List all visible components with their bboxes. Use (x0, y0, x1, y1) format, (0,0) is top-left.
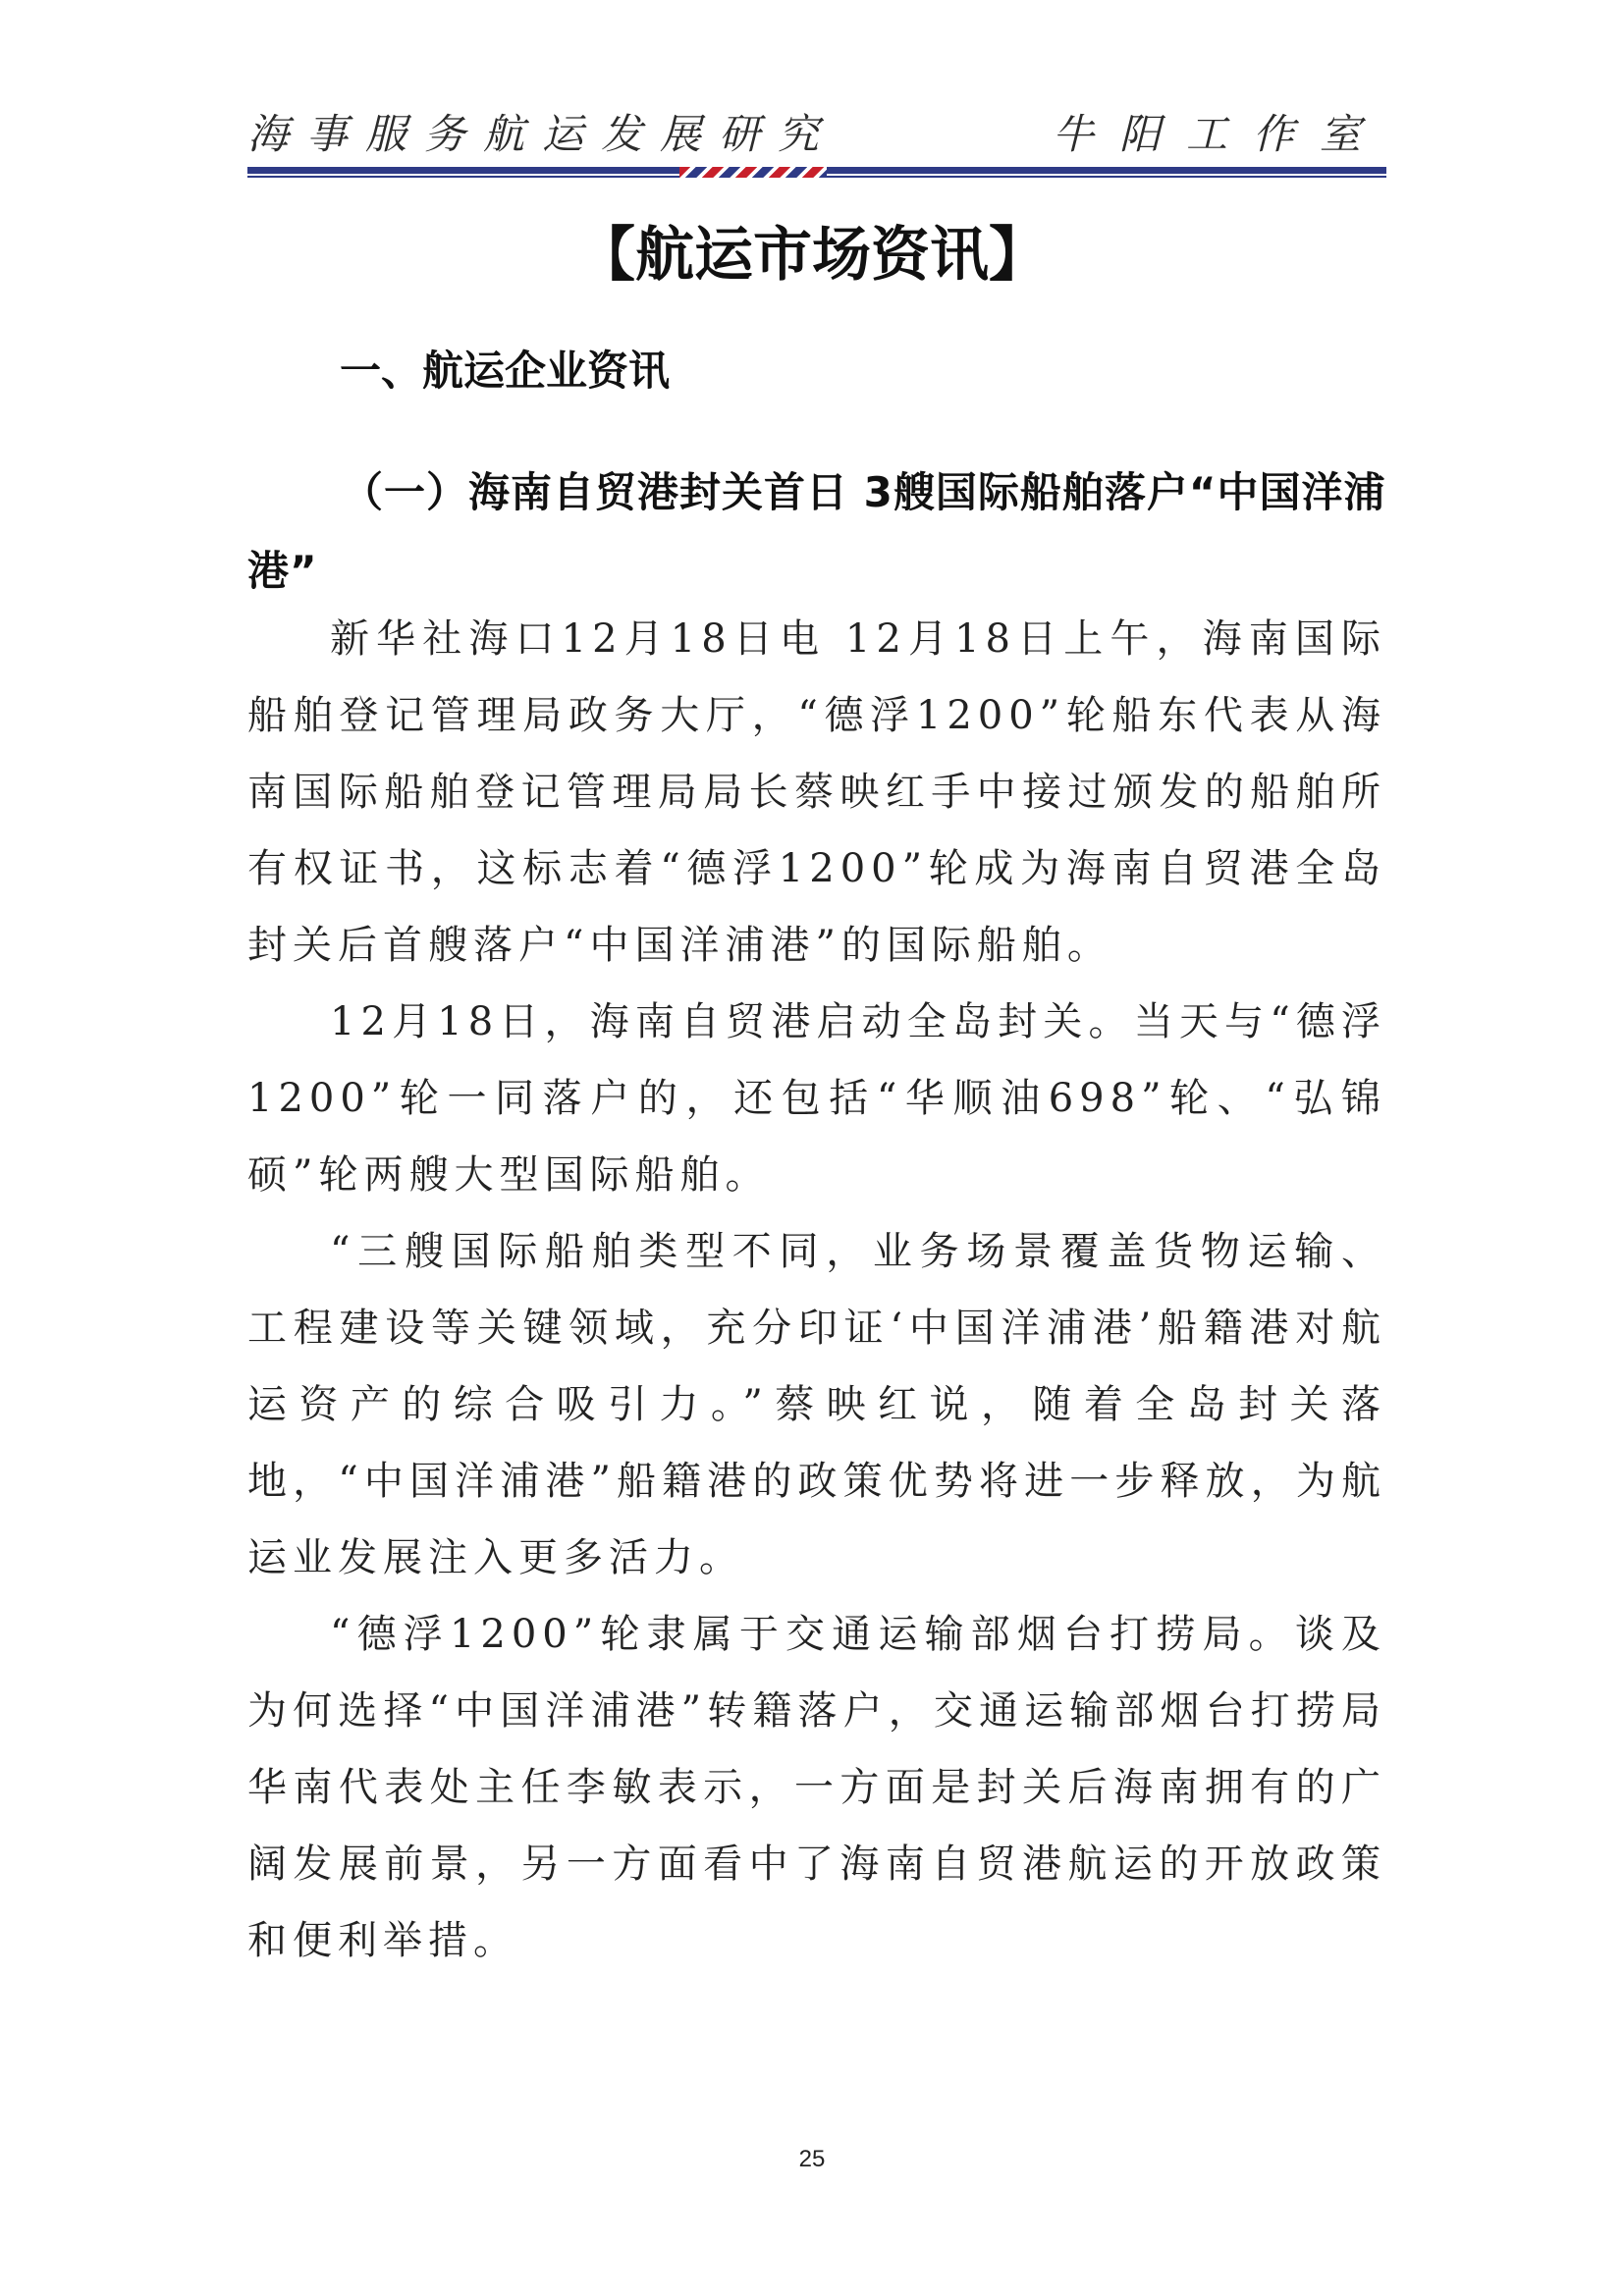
running-header (247, 102, 1386, 161)
article-paragraph: “德浮1200”轮隶属于交通运输部烟台打捞局。谈及为何选择“中国洋浦港”转籍落户，交通运输部烟台打捞局华南代表处主任李敏表示，一方面是封关后海南拥有的广阔发展前景，另一方面看中了海南自贸港航运的开放政策和便利举措。 (247, 1612, 1386, 1963)
article-paragraph: 12月18日，海南自贸港启动全岛封关。当天与“德浮1200”轮一同落户的，还包括“华顺油698”轮、“弘锦硕”轮两艘大型国际船舶。 (247, 999, 1386, 1198)
article-paragraph: 新华社海口12月18日电 12月18日上午，海南国际船舶登记管理局政务大厅，“德浮1200”轮船东代表从海南国际船舶登记管理局局长蔡映红手中接过颁发的船舶所有权证书，这标志着“德浮1200”轮成为海南自贸港全岛封关后首艘落户“中国洋浦港”的国际船舶。 (247, 616, 1386, 968)
page-number: 25 (798, 2146, 826, 2172)
heading-level-1: 一、航运企业资讯 (340, 347, 671, 395)
header-rule (247, 167, 1386, 179)
section-title: 【航运市场资讯】 (576, 221, 1048, 290)
header-rule-accent-stripes (679, 167, 827, 178)
article-paragraph: “三艘国际船舶类型不同，业务场景覆盖货物运输、工程建设等关键领域，充分印证‘中国洋浦港’船籍港对航运资产的综合吸引力。”蔡映红说，随着全岛封关落地，“中国洋浦港”船籍港的政策优势将进一步释放，为航运业发展注入更多活力。 (247, 1229, 1386, 1580)
header-left-title: 海事服务航运发展研究 (247, 110, 838, 158)
header-right-title: 牛阳工作室 (1052, 110, 1386, 158)
article-heading: （一）海南自贸港封关首日 3艘国际船舶落户“中国洋浦港” (247, 468, 1386, 595)
